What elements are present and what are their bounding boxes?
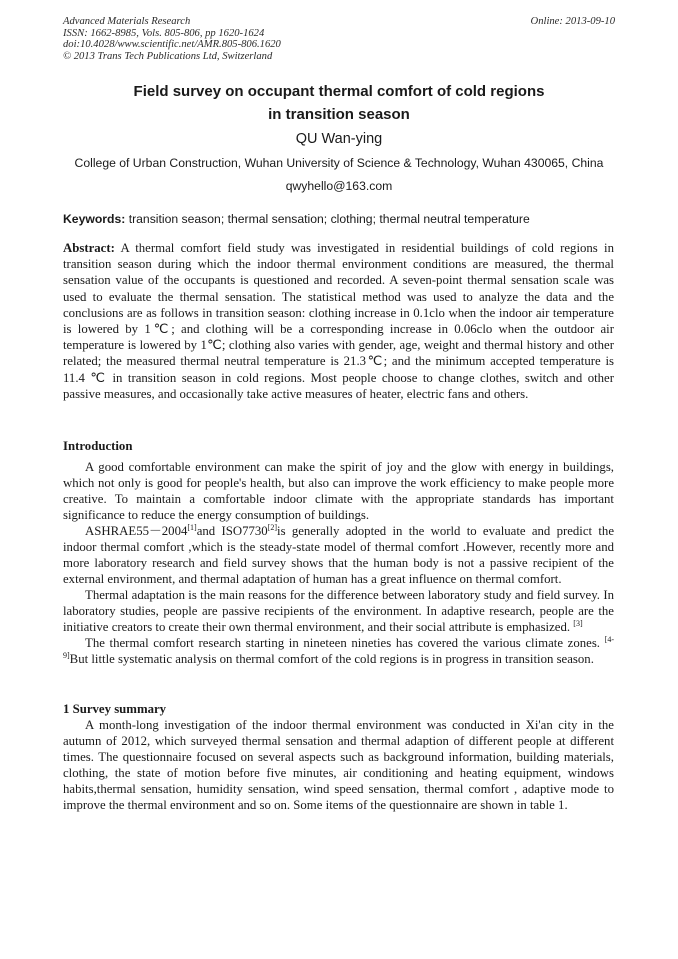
paper-title: [63, 80, 615, 126]
abstract-label: Abstract:: [63, 241, 115, 255]
intro-paragraph-4: [63, 635, 614, 667]
journal-header: [63, 16, 281, 62]
intro-paragraph-4-text-b: But little systematic analysis on thermal comfort of the cold regions is in progress in transition season.: [69, 652, 594, 666]
abstract: [63, 240, 614, 402]
introduction-heading: Introduction: [63, 439, 133, 453]
keywords: [63, 210, 623, 228]
survey-heading: 1 Survey summary: [63, 702, 167, 716]
survey-body: [63, 717, 614, 813]
journal-name: Advanced Materials Research: [63, 16, 191, 27]
citation-1: [1]: [187, 523, 197, 532]
author-name: QU Wan-ying: [295, 131, 383, 147]
abstract-text: A thermal comfort field study was investigated in residential buildings of cold regions in transition season during which the indoor thermal environment conditions are measured, the thermal sensation value of the occupants is questioned and recorded. A seven-point thermal sensation scale was used to evaluate the thermal sensation. The statistical method was used to analyze the data and the conclusions are as follows in transition season: clothing increase in 0.1clo when the indoor air temperature is lowered by 1℃; and clothing will be a corresponding increase in 0.06clo when the outdoor air temperature is lowered by 1℃; clothing also varies with gender, age, weight and thermal history and other related; the measured thermal neutral temperature is 21.3℃; and the minimum accepted temperature is 11.4 ℃ in transition season in cold regions. Most people choose to change clothes, switch and other passive measures, and occasionally take active measures of heater, electric fans and others.: [63, 241, 614, 401]
standard-iso: and ISO7730: [196, 524, 268, 538]
online-date: Online: 2013-09-10: [530, 16, 615, 27]
issn-line: ISSN: 1662-8985, Vols. 805-806, pp 1620-1624: [63, 27, 265, 39]
title-line-2: in transition season: [268, 106, 410, 123]
citation-2: [2]: [267, 523, 278, 532]
intro-paragraph-2-text: is generally adopted in the world to evaluate and predict the indoor thermal comfort ,which is the steady-state model of thermal comfort .However, recently more and more laboratory research and field survey shows that the human body is not a passive recipient of the external environment, and thermal adaptation of human has a great influence on thermal comfort.: [63, 524, 615, 586]
intro-paragraph-1: A good comfortable environment can make the spirit of joy and the glow with energy in buildings, which not only is good for people's health, but also can improve the work efficiency to make people more creative. To maintain a comfortable indoor climate with the appropriate standards has important significance to reduce the energy consumption of buildings.: [63, 460, 614, 522]
intro-paragraph-4-text: The thermal comfort research starting in nineteen nineties has covered the various climate zones.: [85, 636, 601, 650]
author-email: qwyhello@163.com: [285, 179, 393, 193]
survey-paragraph-1: A month-long investigation of the indoor thermal environment was conducted in Xi'an city in the autumn of 2012, which surveyed thermal sensation and thermal adaption of different people at different times. The questionnaire focused on several aspects such as background information, building materials, clothing, the state of motion before five minutes, air conditioning and heating equipment, windows habits,thermal sensation, humidity sensation, wind speed sensation, thermal comfort , adaptive mode to improve the thermal environment and so on. Some items of the questionnaire are shown in table 1.: [63, 718, 614, 812]
keywords-label: Keywords:: [63, 212, 126, 226]
standard-ashrae: ASHRAE55－2004: [85, 524, 188, 538]
keywords-text: transition season; thermal sensation; clothing; thermal neutral temperature: [125, 212, 530, 226]
affiliation: College of Urban Construction, Wuhan University of Science & Technology, Wuhan 430065, China: [74, 156, 604, 170]
doi-line: doi:10.4028/www.scientific.net/AMR.805-806.1620: [63, 39, 281, 51]
intro-paragraph-3: [63, 587, 614, 635]
citation-4-9: [4-9]: [63, 635, 615, 660]
intro-paragraph-3-text: Thermal adaptation is the main reasons for the difference between laboratory study and field survey. In laboratory studies, people are passive recipients of the environment. In adaptive research, people are the initiative creators to create their own thermal environment, and their social attribute is emphasized.: [63, 588, 614, 634]
citation-3: [3]: [573, 619, 583, 628]
intro-paragraph-2: [63, 523, 614, 587]
copyright-line: © 2013 Trans Tech Publications Ltd, Switzerland: [63, 50, 273, 62]
title-line-1: Field survey on occupant thermal comfort of cold regions: [133, 83, 545, 100]
introduction-body: [63, 459, 614, 667]
